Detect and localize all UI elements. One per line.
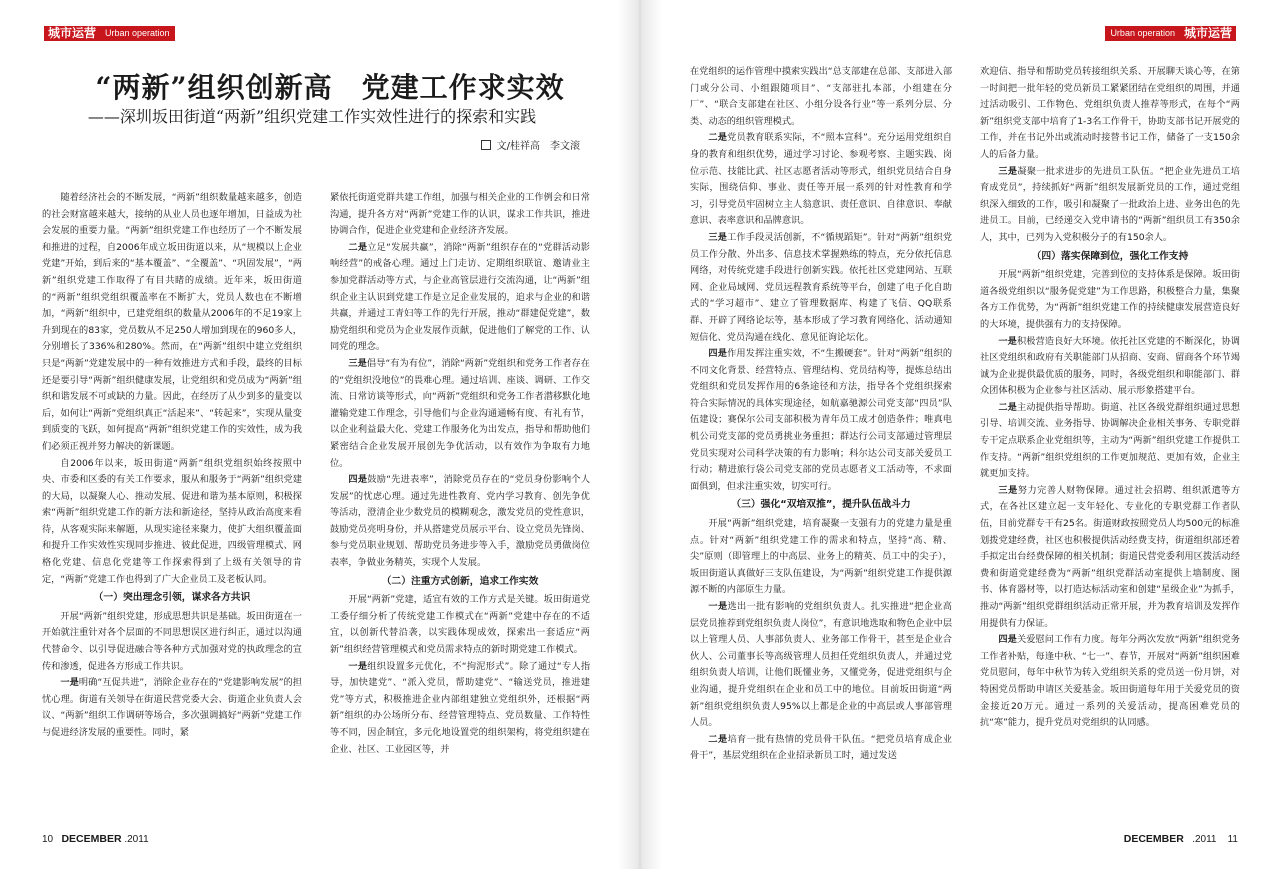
section-tag-en-right: Urban operation bbox=[1110, 28, 1175, 38]
paragraph-text: 开展“两新”组织党建，完善到位的支持体系是保障。坂田街道各级党组织以“服务促党建”为工作思路，积极整合力量，集聚各方工作优势，为“两新”组织党建工作的持续健康发展营造良好的大环境，提供强有力的支持保障。 bbox=[980, 269, 1240, 330]
byline bbox=[240, 137, 580, 152]
paragraph-text: 工作手段灵活创新，不“循规蹈矩”。针对“两新”组织党员工作分散、外出多、信息技术掌握熟练的特点，充分依托信息网络，对传统党建手段进行创新实践。依托社区党建网站、互联网、企业局域网、党员远程教育系统等平台，创建了电子化自助式的“学习超市”、建立了管理数据库、构建了飞信、QQ联系群、开辟了网络论坛等，基本形成了学习教育网络化、活动通知短信化、党员沟通在线化、意见征询论坛化。 bbox=[690, 231, 952, 343]
paragraph-text: 鼓励“先进表率”，消除党员存在的“党员身份影响个人发展”的忧虑心理。通过先进性教育、党内学习教育、创先争优等活动，澄清企业少数党员的模糊观念，激发党员的党性意识，鼓励党员亮明身份，并从搭建党员展示平台、设立党员先锋岗、参与党员职业规划、帮助党员务进步等入手，激励党员勇做岗位表率，争做业务精英，实现个人发展。 bbox=[330, 474, 590, 569]
body-paragraph bbox=[42, 609, 302, 675]
body-paragraph bbox=[330, 356, 590, 472]
section-tag-left bbox=[44, 26, 175, 41]
issue-year-left: .2011 bbox=[124, 834, 149, 845]
paragraph-text: 作用发挥注重实效，不“生搬硬套”。针对“两新”组织的不同文化背景、经营特点、管理结构、党员结构等，提炼总结出党组织和党员发挥作用的6条途径和方法，指导各个党组织探索符合实际情况的具体实现途径，如航嘉驰源公司党支部“四员”队伍建设；赛保尔公司支部积极为青年员工成才创造条件；唯真电机公司党支部的党员勇挑业务重担；群达行公司支部通过管理层党员实现对公司科学决策的有力影响；科尔达公司支部关爱员工行动；精进旅行袋公司党支部的党员志愿者义工活动等，不求面面俱到，但求注重实效，切实可行。 bbox=[690, 348, 952, 492]
paragraph-lead: 二是 bbox=[708, 733, 728, 745]
paragraph-text: 随着经济社会的不断发展，“两新”组织数量越来越多，创造的社会财富越来越大，接纳的从业人员也逐年增加，日益成为社会发展的重要力量。“两新”组织党建工作也经历了一个不断发展和推进的过程，自2006年成立坂田街道以来，从“规模以上企业党建”开始，到后来的“基本覆盖”、“全覆盖”、“巩固发展”，“两新”组织党建工作取得了有目共睹的成绩。近年来，坂田街道的“两新”组织党组织覆盖率在不断扩大，党员人数也在不断增加，“两新”组织中，已建党组织的数量从2006年的不足19家上升到现在的83家，党员数从不足250人增加到现在的960多人，分别增长了336%和280%。然而，在“两新”组织中建立党组织只是“两新”党建发展中的一种有效推进方式和手段，最终的目标还是要引导“两新”组织健康发展，让党组织和党员成为“两新”组织和谐发展不可或缺的力量。因此，在经历了从少到多的量变以后，如何让“两新”党组织真正“活起来”、“转起来”，实现从量变到质变的飞跃，如何提高“两新”组织党建工作的实效性，成为我们必须正视并努力解决的新课题。 bbox=[42, 192, 302, 452]
page-number-left: 10 bbox=[42, 834, 54, 845]
paragraph-text: 在党组织的运作管理中摸索实践出“总支部建在总部、支部进入部门或分公司、小组跟随项目”、“支部驻扎本部，小组建在分厂”、“联合支部建在社区、小组分设各行业”等一系列分层、分类、动态的组织管理模式。 bbox=[690, 66, 952, 127]
issue-year-right: .2011 bbox=[1192, 834, 1217, 845]
paragraph-lead: 四是 bbox=[708, 348, 728, 360]
paragraph-lead: 三是 bbox=[998, 484, 1018, 496]
body-paragraph bbox=[330, 190, 590, 240]
issue-month-right: DECEMBER bbox=[1123, 833, 1184, 845]
body-paragraph bbox=[42, 190, 302, 456]
paragraph-text: 关爱慰问工作有力度。每年分两次发放“两新”组织党务工作者补贴，每逢中秋、“七一”、春节，开展对“两新”组织困难党员慰问，每年中秋节为转入党组织关系的党员送一份月饼，对特困党员帮助申请区关爱基金。坂田街道每年用于关爱党员的资金接近20万元。通过一系列的关爱活动，提高困难党员的抗“寒”能力，提升党员对党组织的认同感。 bbox=[980, 634, 1240, 729]
paragraph-lead: 四是 bbox=[998, 634, 1017, 646]
paragraph-text: 立足“发展共赢”，消除“两新”组织存在的“党群活动影响经营”的戒备心理。通过上门走访、定期组织联谊、邀请业主参加党群活动等方式，与企业高管层进行交流沟通，让“两新”组织企业主认识到党建工作是立足企业发展的，追求与企业的和谐共赢，并通过工青妇等工作的先行开展，推动“群建促党建”，数励党组织和党员为企业发展作贡献，促进他们了解党的工作、认同党的理念。 bbox=[330, 241, 590, 353]
byline-box-icon bbox=[481, 140, 491, 150]
paragraph-lead: 一是 bbox=[348, 660, 368, 672]
paragraph-text: 开展“两新”组织党建，形成思想共识是基础。坂田街道在一开始就注重针对各个层面的不同思想误区进行纠正，通过以沟通代替命令、以引导促进融合等各种方式加强对党的执政理念的宣传和渗透，促进各方形成工作共识。 bbox=[42, 610, 302, 672]
paragraph-text: 开展“两新”组织党建，培育凝聚一支强有力的党建力量是重点。针对“两新”组织党建工作的需求和特点，坚持“高、精、尖”原则（即管理上的中高层、业务上的精英、员工中的尖子），坂田街道认真做好三支队伍建设，为“两新”组织党建工作提供源源不断的内部原生力量。 bbox=[690, 518, 952, 596]
section-tag-cn-right: 城市运营 bbox=[1183, 26, 1232, 40]
paragraph-lead: 二是 bbox=[348, 241, 368, 253]
body-paragraph bbox=[980, 267, 1240, 333]
paragraph-lead: 一是 bbox=[708, 601, 728, 612]
paragraph-lead: 三是 bbox=[348, 357, 367, 369]
body-paragraph bbox=[690, 230, 952, 346]
article-subtitle: ——深圳坂田街道“两新”组织党建工作实效性进行的探索和实践 bbox=[87, 107, 537, 126]
paragraph-text: 积极营造良好大环境。依托社区党建的不断深化，协调社区党组织和政府有关职能部门从招商、安商、留商各个环节竭诚为企业提供最优质的服务，同时，各级党组织和职能部门、群众团体积极为企业参与社区活动、展示形象搭建平台。 bbox=[980, 335, 1240, 397]
section-heading: （四）落实保障到位，强化工作支持 bbox=[1031, 250, 1189, 262]
section-tag-right bbox=[1105, 26, 1236, 41]
paragraph-lead: 一是 bbox=[60, 677, 79, 689]
text-column-3 bbox=[690, 64, 952, 850]
paragraph-text: 欢迎信、指导和帮助党员转接组织关系、开展聊天谈心等，在第一时间把一批年轻的党员新员工紧紧团结在党组织的周围，并通过活动吸引、工作物色、党组织负责人推荐等形式，在每个“两新”组织党支部中培育了1-3名工作骨干，协助支部书记开展党的工作，并在书记外出或流动时接替书记工作，储备了一支150余人的后备力量。 bbox=[980, 66, 1240, 160]
paragraph-text: 自2006年以来，坂田街道“两新”组织党组织始终按照中央、市委和区委的有关工作要求，服从和服务于“两新”组织党建的大局，以凝聚人心、推动发展、促进和谐为基本原则，积极探索“两新”组织党建工作的新方法和新途径，坚持从政治高度来看待，从客观实际来解题，从现实途径来聚力，使扩大组织覆盖面和提升工作实效性实现同步推进、彼此促进，四级管理模式、网格化党建、信息化党建等工作探索得到了上级有关领导的肯定，“两新”党建工作也得到了广大企业员工及老板认同。 bbox=[42, 457, 302, 585]
folio-right bbox=[1124, 833, 1238, 845]
paragraph-lead: 二是 bbox=[998, 401, 1017, 413]
body-paragraph bbox=[980, 632, 1240, 732]
paragraph-text: 党员教育联系实际，不“照本宣科”。充分运用党组织自身的教育和组织优势，通过学习讨论、参观考察、主题实践、岗位示范、技能比武、社区志愿者活动等形式，组织党员结合自身实际，围绕信仰、事业、责任等开展一系列的针对性教育和学习，引导党员牢固树立主人翁意识、责任意识、自律意识、奉献意识、表率意识和品牌意识。 bbox=[690, 132, 952, 227]
body-paragraph bbox=[42, 675, 302, 741]
paragraph-text: 选出一批有影响的党组织负责人。扎实推进“把企业高层党员推荐到党组织负责人岗位”，有意识地选取和物色企业中层以上管理人员、人事部负责人、业务部工作骨干，甚至是企业合伙人、公司董事长等高级管理人员担任党组织负责人，并通过党组织负责人培训，让他们既懂业务，又懂党务，促进党组织与企业沟通，提升党组织在企业和员工中的地位。目前坂田街道“两新”组织党组织负责人95%以上都是企业的中高层或人事部管理人员。 bbox=[690, 601, 952, 729]
paragraph-text: 明确“互促共进”，消除企业存在的“党建影响发展”的担忧心理。街道有关领导在街道民营党委大会、街道企业负责人会议、“两新”组织工作调研等场合，多次强调搞好“两新”党建工作与促进经济发展的重要性。同时，紧 bbox=[42, 677, 302, 738]
body-paragraph bbox=[690, 516, 952, 599]
body-paragraph bbox=[690, 64, 952, 130]
paragraph-text: 凝聚一批求进步的先进员工队伍。“把企业先进员工培育成党员”，持续抓好“两新”组织发展新党员的工作，通过党组织深入细致的工作，吸引和凝聚了一批政治上进、业务出色的先进员工。目前，已经递交入党申请书的“两新”组织员工有350余人，其中，已列为入党积极分子的有150余人。 bbox=[980, 165, 1240, 243]
body-paragraph bbox=[42, 456, 302, 589]
body-paragraph bbox=[330, 472, 590, 572]
section-heading: （一）突出理念引领，谋求各方共识 bbox=[93, 592, 251, 604]
paragraph-text: 紧依托街道党群共建工作组，加强与相关企业的工作例会和日常沟通，提升各方对“两新”党建工作的认识，谋求工作共识，推进协调合作，促进企业党建和企业经济齐发展。 bbox=[330, 192, 590, 237]
paragraph-text: 组织设置多元优化，不“拘泥形式”。除了通过“专人指导，加快建党”、“派入党员，帮助建党”、“输送党员，推进建党”等方式，积极推进企业内部组建独立党组织外，还根据“两新”组织的办公场所分布、经营管理特点、党员数量、工作特性等不同，因企制宜，多元化地设置党的组织架构，将党组织建在企业、社区、工业园区等，并 bbox=[330, 660, 590, 755]
body-paragraph bbox=[690, 732, 952, 765]
body-paragraph bbox=[980, 64, 1240, 164]
paragraph-lead: 一是 bbox=[998, 335, 1017, 347]
paragraph-lead: 三是 bbox=[998, 165, 1018, 177]
paragraph-text: 开展“两新”党建，适宜有效的工作方式是关键。坂田街道党工委仔细分析了传统党建工作模式在“两新”党建中存在的不适宜，以创新代替沿袭，以实践体现成效，探索出一套适应“两新”组织经营管理模式和党员需求特点的新时期党建工作模式。 bbox=[330, 594, 590, 656]
text-column-2 bbox=[330, 190, 590, 848]
section-heading: （三）强化“双培双推”，提升队伍战斗力 bbox=[731, 499, 911, 511]
body-paragraph bbox=[690, 346, 952, 495]
body-paragraph bbox=[330, 659, 590, 759]
body-paragraph bbox=[690, 599, 952, 732]
body-paragraph bbox=[980, 334, 1240, 400]
paragraph-text: 倡导“有为有位”，消除“两新”党组织和党务工作者存在的“党组织没地位”的畏难心理。通过培训、座谈、调研、工作交流、日常访谈等形式，向“两新”党组织和党务工作者潜移默化地灌输党建工作理念，引导他们与企业沟通通畅有度、有礼有节，以企业利益最大化、党建工作服务化为出发点，指导和帮助他们紧密结合企业发展开展创先争优活动，以有效作为争取有力地位。 bbox=[330, 357, 590, 469]
issue-month-left: DECEMBER bbox=[61, 833, 122, 845]
section-tag-en: Urban operation bbox=[105, 28, 170, 38]
folio-left bbox=[42, 833, 149, 845]
paragraph-lead: 四是 bbox=[348, 474, 368, 486]
body-paragraph bbox=[690, 130, 952, 230]
section-tag-cn: 城市运营 bbox=[48, 26, 97, 40]
page-number-right: 11 bbox=[1227, 834, 1238, 845]
body-paragraph bbox=[980, 400, 1240, 483]
article-title: “两新”组织创新高 党建工作求实效 bbox=[95, 71, 565, 104]
text-column-1 bbox=[42, 190, 302, 848]
body-paragraph bbox=[980, 164, 1240, 247]
body-paragraph bbox=[330, 592, 590, 658]
body-paragraph bbox=[980, 483, 1240, 632]
body-paragraph bbox=[330, 240, 590, 356]
paragraph-text: 主动提供指导帮助。街道、社区各级党群组织通过思想引导、培训交流、业务指导、协调解决企业相关事务、专职党群专干定点联系企业党组织等，主动为“两新”组织党建工作提供工作支持。“两新”组织党组织的工作更加规范、更加有效，企业主就更加支持。 bbox=[980, 401, 1240, 480]
section-heading: （二）注重方式创新，追求工作实效 bbox=[381, 575, 539, 587]
paragraph-text: 培育一批有热情的党员骨干队伍。“把党员培育成企业骨干”，基层党组织在企业招录新员工时，通过发送 bbox=[690, 733, 952, 762]
text-column-4 bbox=[980, 64, 1240, 850]
byline-text: 文/桂祥高 李文滚 bbox=[496, 141, 580, 152]
paragraph-lead: 二是 bbox=[708, 132, 728, 144]
paragraph-lead: 三是 bbox=[708, 231, 728, 243]
paragraph-text: 努力完善人财物保障。通过社会招聘、组织派遣等方式，在各社区建立起一支年轻化、专业化的专职党群工作者队伍，目前党群专干有25名。街道财政按照党员人均500元的标准划拨党建经费，社区也积极提供活动经费支持，街道组织部还着手拟定出台经费保障的相关机制；街道民营党委利用区拨活动经费和街道党建经费为“两新”组织党群活动室提供上墙制度、图书、体育器材等，以打造达标活动室和创建“星级企业”为抓手，推动“两新”组织党群组织活动正常开展，并为教育培训及发挥作用提供有力保证。 bbox=[980, 484, 1240, 629]
page-gutter bbox=[618, 0, 662, 869]
